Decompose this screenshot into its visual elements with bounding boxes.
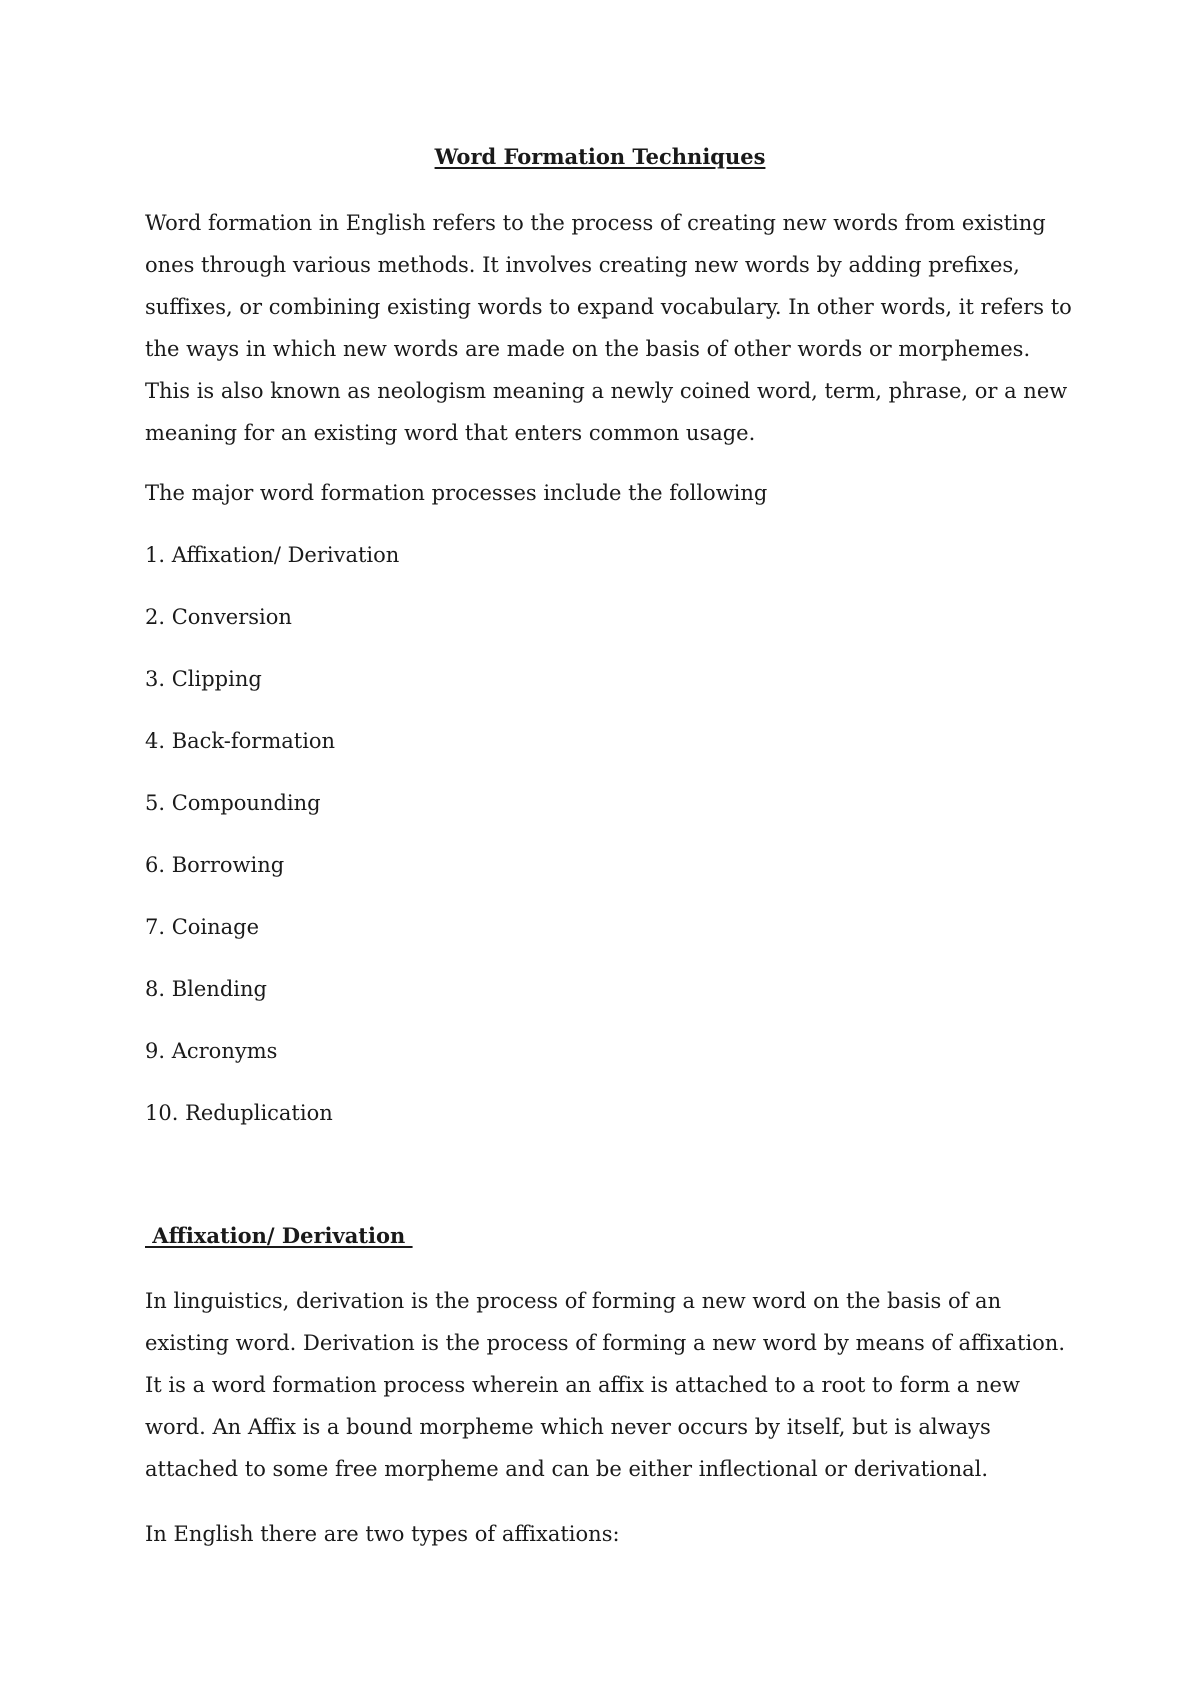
list-item: 1. Affixation/ Derivation <box>145 543 400 567</box>
section-heading: Affixation/ Derivation <box>145 1223 413 1248</box>
section-paragraph: In linguistics, derivation is the process of forming a new word on the basis of an existing word. Derivation is the process of forming a new word by means of affixation. It is a word formation process wherein an affix is attached to a root to form a new word. An Affix is a bound morpheme which never occurs by itself, but is always attached to some free morpheme and can be either inflectional or derivational. <box>145 1289 1066 1481</box>
list-item: 9. Acronyms <box>145 1039 278 1063</box>
list-item: 5. Compounding <box>145 791 321 815</box>
list-item: 2. Conversion <box>145 605 292 629</box>
list-item: 10. Reduplication <box>145 1101 333 1125</box>
process-list <box>145 534 399 1154</box>
list-item: 6. Borrowing <box>145 853 285 877</box>
list-intro: The major word formation processes include the following <box>145 481 768 505</box>
list-item: 4. Back-formation <box>145 729 336 753</box>
list-item: 7. Coinage <box>145 915 260 939</box>
types-intro: In English there are two types of affixations: <box>145 1522 620 1546</box>
list-item: 3. Clipping <box>145 667 262 691</box>
list-item: 8. Blending <box>145 977 267 1001</box>
intro-paragraph: Word formation in English refers to the process of creating new words from existing ones through various methods. It involves creating new words by adding prefixes, suffixes, or combining existing words to expand vocabulary. In other words, it refers to the ways in which new words are made on the basis of other words or morphemes. This is also known as neologism meaning a newly coined word, term, phrase, or a new meaning for an existing word that enters common usage. <box>145 211 1072 445</box>
document-title: Word Formation Techniques <box>434 144 766 169</box>
